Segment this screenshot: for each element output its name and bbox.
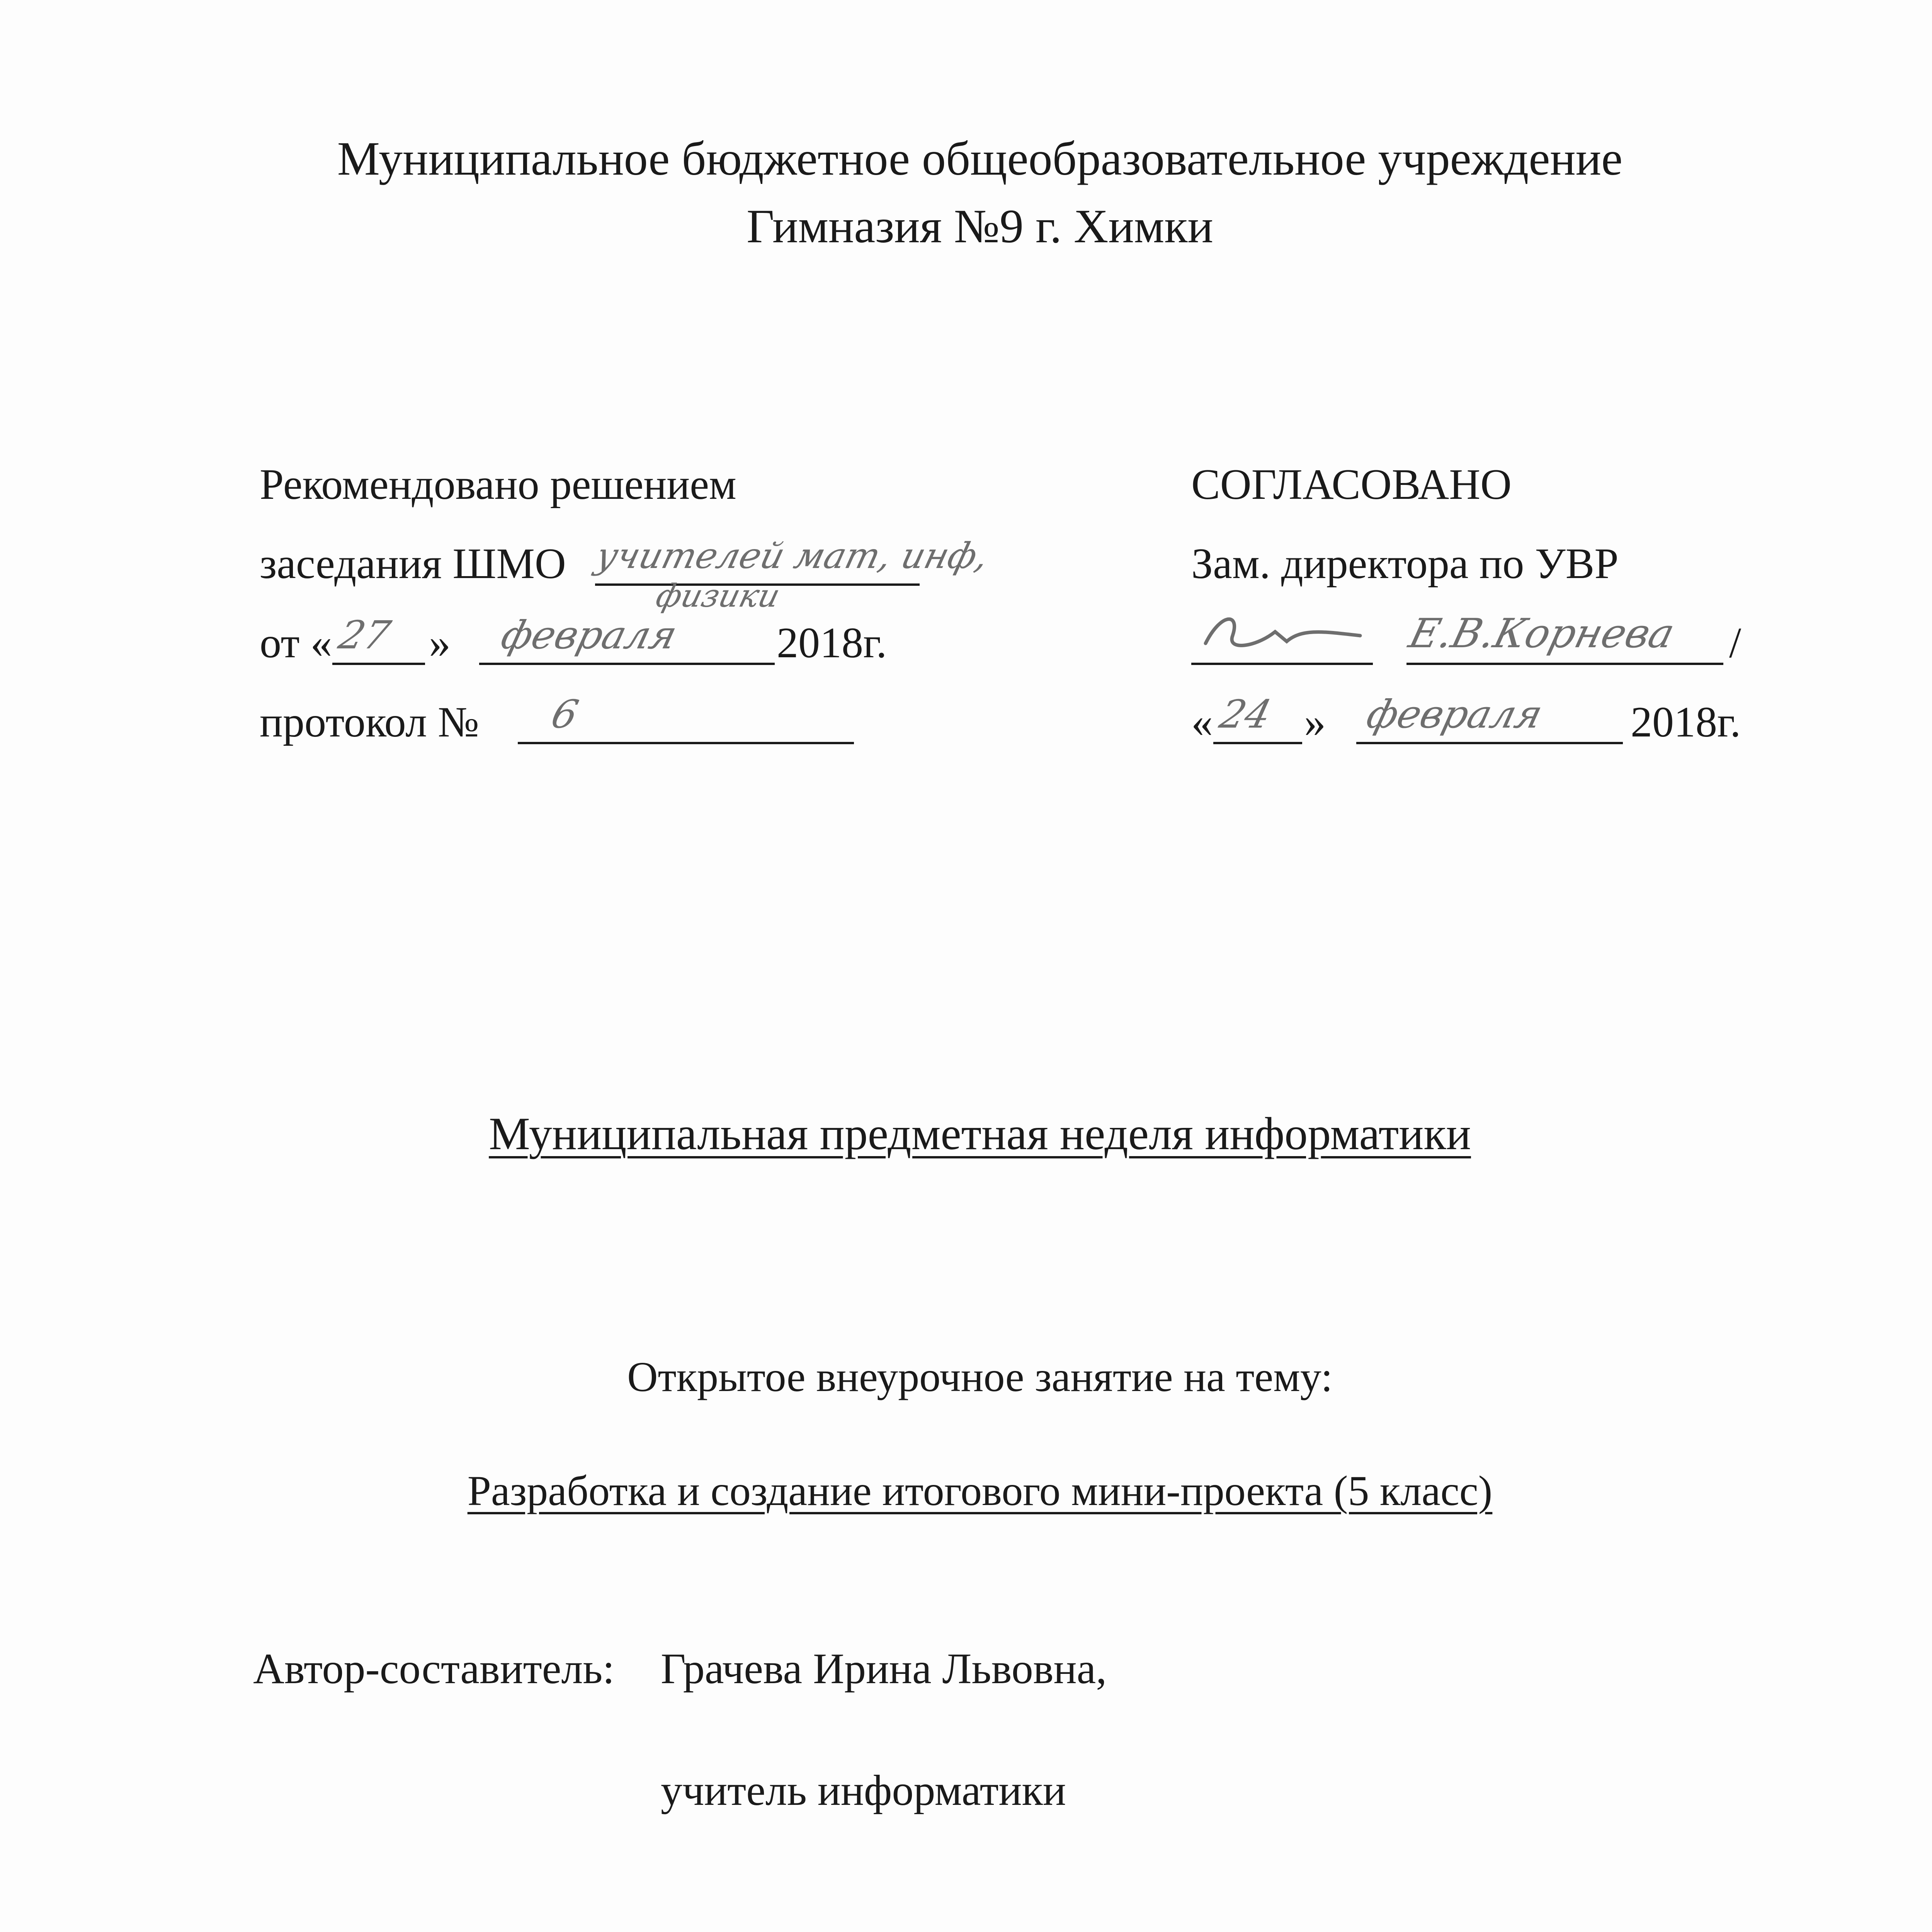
approval-date-close: »	[1304, 698, 1326, 746]
school-name-line-2: Гимназия №9 г. Химки	[747, 200, 1213, 253]
from-date-open: от «	[260, 619, 332, 667]
approval-date-open: «	[1191, 698, 1213, 746]
month-handwritten: февраля	[497, 612, 682, 658]
author-name: Грачева Ирина Львовна,	[661, 1645, 1107, 1693]
day-handwritten: 27	[334, 612, 395, 658]
recommended-label: Рекомендовано решением	[260, 461, 736, 509]
protocol-label: протокол №	[260, 698, 479, 746]
event-title	[0, 1107, 1932, 1160]
shmo-label: заседания ШМО	[260, 540, 566, 588]
lesson-topic	[0, 1466, 1932, 1515]
author-label: Автор-составитель:	[253, 1645, 615, 1693]
school-name-line-1: Муниципальное бюджетное общеобразовательное учреждение	[337, 132, 1623, 185]
signature-mark-icon	[1198, 605, 1368, 663]
name-handwritten: Е.В.Корнева	[1404, 610, 1679, 657]
approval-year-label: 2018г.	[1631, 698, 1741, 746]
approved-label: СОГЛАСОВАНО	[1191, 461, 1512, 509]
year-label: 2018г.	[777, 619, 887, 667]
protocol-handwritten: 6	[547, 692, 583, 737]
approval-day-handwritten: 24	[1215, 692, 1276, 737]
from-date-close: »	[429, 619, 451, 667]
deputy-director-label: Зам. директора по УВР	[1191, 540, 1619, 588]
shmo-handwritten: учителей мат, инф,	[592, 535, 993, 577]
shmo-handwritten-2: физики	[652, 578, 784, 614]
approval-month-handwritten: февраля	[1362, 692, 1547, 737]
event-title-text: Муниципальная предметная неделя информатики	[489, 1108, 1471, 1159]
lesson-intro: Открытое внеурочное занятие на тему:	[627, 1353, 1333, 1400]
signature-end-slash: /	[1729, 619, 1742, 667]
lesson-topic-text: Разработка и создание итогового мини-проекта (5 класс)	[467, 1467, 1493, 1514]
author-position: учитель информатики	[661, 1767, 1066, 1815]
